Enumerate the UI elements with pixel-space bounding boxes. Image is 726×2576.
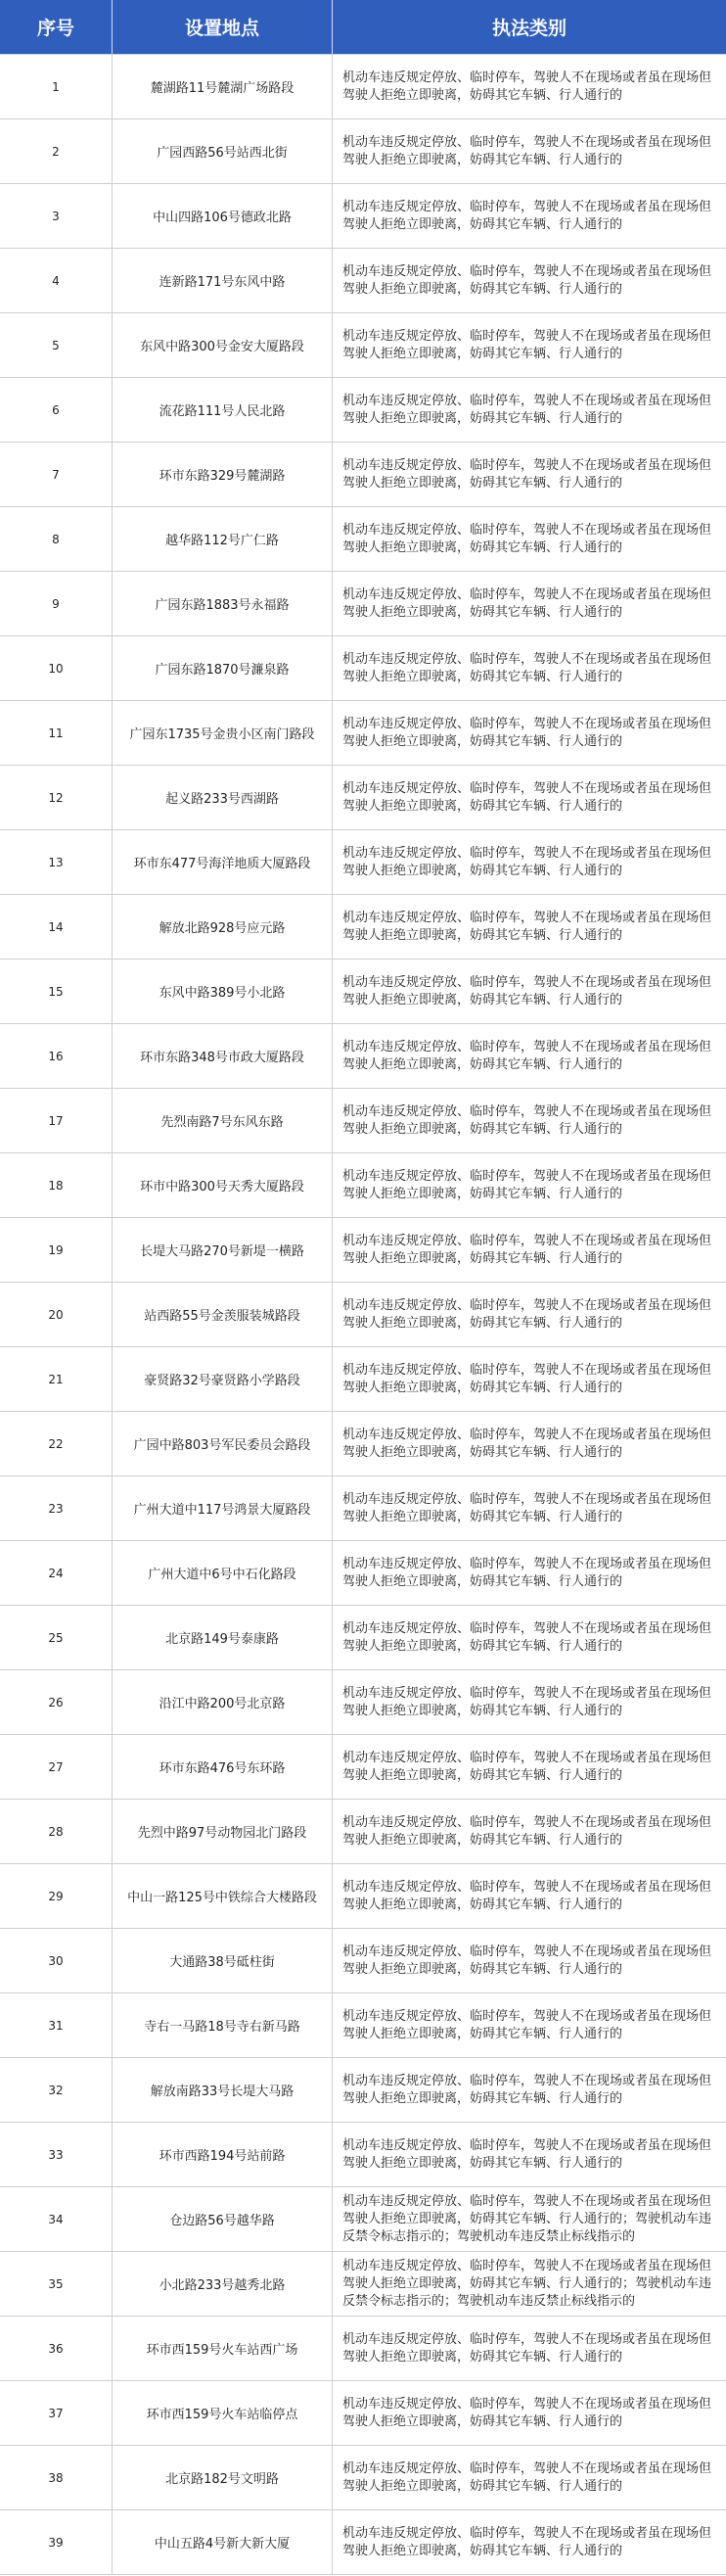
row-location: 越华路112号广仁路: [113, 507, 333, 571]
row-number: 30: [0, 1929, 113, 1992]
table-row: [0, 1476, 726, 1541]
row-enforcement-type-cell: [333, 249, 726, 312]
row-number: 23: [0, 1476, 113, 1540]
row-enforcement-type: 机动车违反规定停放、临时停车，驾驶人不在现场或者虽在现场但驾驶人拒绝立即驶离，妨碍其它车辆、行人通行的: [342, 1556, 712, 1589]
row-enforcement-type: 机动车违反规定停放、临时停车，驾驶人不在现场或者虽在现场但驾驶人拒绝立即驶离，妨碍其它车辆、行人通行的: [342, 586, 712, 620]
row-number: 2: [0, 119, 113, 183]
row-number: 25: [0, 1606, 113, 1669]
row-location: 环市东路348号市政大厦路段: [113, 1024, 333, 1088]
row-number: 35: [0, 2252, 113, 2316]
table-row: [0, 1670, 726, 1735]
row-enforcement-type-cell: [333, 2252, 726, 2316]
table-header: [0, 0, 726, 55]
row-number: 36: [0, 2317, 113, 2380]
row-enforcement-type-cell: [333, 1476, 726, 1540]
row-number: 20: [0, 1283, 113, 1346]
row-enforcement-type-cell: [333, 443, 726, 506]
table-row: [0, 2187, 726, 2252]
table-row: [0, 701, 726, 766]
row-enforcement-type-cell: [333, 2510, 726, 2574]
row-location: 中山四路106号德政北路: [113, 184, 333, 248]
table-row: [0, 378, 726, 443]
row-enforcement-type: 机动车违反规定停放、临时停车，驾驶人不在现场或者虽在现场但驾驶人拒绝立即驶离，妨碍其它车辆、行人通行的: [342, 199, 712, 232]
row-location: 先烈中路97号动物园北门路段: [113, 1800, 333, 1863]
row-enforcement-type-cell: [333, 2123, 726, 2186]
row-enforcement-type: 机动车违反规定停放、临时停车，驾驶人不在现场或者虽在现场但驾驶人拒绝立即驶离，妨碍其它车辆、行人通行的: [342, 910, 712, 943]
row-enforcement-type: 机动车违反规定停放、临时停车，驾驶人不在现场或者虽在现场但驾驶人拒绝立即驶离，妨碍其它车辆、行人通行的: [342, 1685, 712, 1718]
row-enforcement-type-cell: [333, 830, 726, 894]
row-number: 12: [0, 766, 113, 829]
table-row: [0, 184, 726, 249]
row-location: 中山五路4号新大新大厦: [113, 2510, 333, 2574]
row-enforcement-type-cell: [333, 1283, 726, 1346]
row-enforcement-type: 机动车违反规定停放、临时停车，驾驶人不在现场或者虽在现场但驾驶人拒绝立即驶离，妨碍其它车辆、行人通行的: [342, 651, 712, 684]
row-enforcement-type: 机动车违反规定停放、临时停车，驾驶人不在现场或者虽在现场但驾驶人拒绝立即驶离，妨碍其它车辆、行人通行的: [342, 1491, 712, 1524]
row-number: 5: [0, 313, 113, 377]
table-row: [0, 2381, 726, 2446]
row-location: 先烈南路7号东风东路: [113, 1089, 333, 1152]
row-location: 北京路149号泰康路: [113, 1606, 333, 1669]
row-location: 环市东477号海洋地质大厦路段: [113, 830, 333, 894]
row-location: 广园东路1870号濂泉路: [113, 636, 333, 700]
row-enforcement-type-cell: [333, 1024, 726, 1088]
table-row: [0, 2058, 726, 2123]
row-location: 解放北路928号应元路: [113, 895, 333, 959]
row-enforcement-type-cell: [333, 1670, 726, 1734]
row-enforcement-type-cell: [333, 1864, 726, 1928]
table-row: [0, 1089, 726, 1153]
row-location: 环市东路329号麓湖路: [113, 443, 333, 506]
row-enforcement-type-cell: [333, 1089, 726, 1152]
row-enforcement-type-cell: [333, 1735, 726, 1799]
row-enforcement-type: 机动车违反规定停放、临时停车，驾驶人不在现场或者虽在现场但驾驶人拒绝立即驶离，妨碍其它车辆、行人通行的: [342, 263, 712, 297]
row-enforcement-type: 机动车违反规定停放、临时停车，驾驶人不在现场或者虽在现场但驾驶人拒绝立即驶离，妨碍其它车辆、行人通行的: [342, 457, 712, 491]
row-number: 17: [0, 1089, 113, 1152]
row-enforcement-type-cell: [333, 572, 726, 635]
row-location: 连新路171号东风中路: [113, 249, 333, 312]
row-enforcement-type-cell: [333, 1541, 726, 1605]
table-row: [0, 443, 726, 507]
row-enforcement-type: 机动车违反规定停放、临时停车，驾驶人不在现场或者虽在现场但驾驶人拒绝立即驶离，妨碍其它车辆、行人通行的: [342, 1944, 712, 1977]
row-enforcement-type-cell: [333, 119, 726, 183]
row-location: 广园西路56号站西北街: [113, 119, 333, 183]
row-enforcement-type-cell: [333, 1993, 726, 2057]
row-location: 豪贤路32号豪贤路小学路段: [113, 1347, 333, 1411]
table-row: [0, 2317, 726, 2381]
row-number: 33: [0, 2123, 113, 2186]
row-enforcement-type: 机动车违反规定停放、临时停车，驾驶人不在现场或者虽在现场但驾驶人拒绝立即驶离，妨碍其它车辆、行人通行的: [342, 1879, 712, 1912]
table-row: [0, 1153, 726, 1218]
row-enforcement-type: 机动车违反规定停放、临时停车，驾驶人不在现场或者虽在现场但驾驶人拒绝立即驶离，妨碍其它车辆、行人通行的: [342, 70, 712, 103]
row-enforcement-type-cell: [333, 1800, 726, 1863]
row-enforcement-type-cell: [333, 184, 726, 248]
row-number: 1: [0, 55, 113, 118]
table-row: [0, 636, 726, 701]
table-row: [0, 1412, 726, 1476]
table-row: [0, 572, 726, 636]
row-enforcement-type: 机动车违反规定停放、临时停车，驾驶人不在现场或者虽在现场但驾驶人拒绝立即驶离，妨碍其它车辆、行人通行的: [342, 1362, 712, 1395]
row-enforcement-type-cell: [333, 2381, 726, 2445]
table-row: [0, 830, 726, 895]
row-enforcement-type: 机动车违反规定停放、临时停车，驾驶人不在现场或者虽在现场但驾驶人拒绝立即驶离，妨碍其它车辆、行人通行的: [342, 2460, 712, 2494]
row-enforcement-type: 机动车违反规定停放、临时停车，驾驶人不在现场或者虽在现场但驾驶人拒绝立即驶离，妨碍其它车辆、行人通行的: [342, 1620, 712, 1654]
table-row: [0, 1800, 726, 1864]
row-number: 24: [0, 1541, 113, 1605]
table-row: [0, 1541, 726, 1606]
row-enforcement-type: 机动车违反规定停放、临时停车，驾驶人不在现场或者虽在现场但驾驶人拒绝立即驶离，妨碍其它车辆、行人通行的: [342, 134, 712, 167]
row-enforcement-type-cell: [333, 701, 726, 765]
row-location: 东风中路300号金安大厦路段: [113, 313, 333, 377]
row-number: 14: [0, 895, 113, 959]
row-enforcement-type-cell: [333, 313, 726, 377]
table-row: [0, 1347, 726, 1412]
header-number: 序号: [0, 0, 113, 54]
row-enforcement-type: 机动车违反规定停放、临时停车，驾驶人不在现场或者虽在现场但驾驶人拒绝立即驶离，妨碍其它车辆、行人通行的: [342, 716, 712, 749]
row-enforcement-type-cell: [333, 895, 726, 959]
row-number: 39: [0, 2510, 113, 2574]
table-body: [0, 55, 726, 2575]
row-number: 21: [0, 1347, 113, 1411]
row-enforcement-type: 机动车违反规定停放、临时停车，驾驶人不在现场或者虽在现场但驾驶人拒绝立即驶离，妨碍其它车辆、行人通行的: [342, 1297, 712, 1331]
row-location: 环市西路194号站前路: [113, 2123, 333, 2186]
row-enforcement-type: 机动车违反规定停放、临时停车，驾驶人不在现场或者虽在现场但驾驶人拒绝立即驶离，妨碍其它车辆、行人通行的: [342, 1103, 712, 1137]
row-enforcement-type-cell: [333, 960, 726, 1023]
header-enforcement-type: 执法类别: [491, 18, 567, 39]
table-row: [0, 2510, 726, 2575]
row-location: 广州大道中6号中石化路段: [113, 1541, 333, 1605]
table-row: [0, 895, 726, 960]
row-number: 31: [0, 1993, 113, 2057]
row-enforcement-type: 机动车违反规定停放、临时停车，驾驶人不在现场或者虽在现场但驾驶人拒绝立即驶离，妨碍其它车辆、行人通行的: [342, 393, 712, 426]
row-number: 18: [0, 1153, 113, 1217]
row-number: 13: [0, 830, 113, 894]
row-location: 广园东1735号金贵小区南门路段: [113, 701, 333, 765]
row-location: 寺右一马路18号寺右新马路: [113, 1993, 333, 2057]
table-row: [0, 2123, 726, 2187]
row-number: 27: [0, 1735, 113, 1799]
table-row: [0, 1864, 726, 1929]
row-location: 大通路38号砥柱街: [113, 1929, 333, 1992]
table-row: [0, 1735, 726, 1800]
table-row: [0, 119, 726, 184]
row-number: 19: [0, 1218, 113, 1282]
row-location: 环市西159号火车站临停点: [113, 2381, 333, 2445]
row-number: 32: [0, 2058, 113, 2122]
row-enforcement-type-cell: [333, 2446, 726, 2509]
row-enforcement-type-cell: [333, 2187, 726, 2251]
row-number: 29: [0, 1864, 113, 1928]
row-location: 广园东路1883号永福路: [113, 572, 333, 635]
row-enforcement-type: 机动车违反规定停放、临时停车，驾驶人不在现场或者虽在现场但驾驶人拒绝立即驶离，妨碍其它车辆、行人通行的: [342, 1233, 712, 1266]
row-number: 7: [0, 443, 113, 506]
table-row: [0, 1993, 726, 2058]
row-enforcement-type: 机动车违反规定停放、临时停车，驾驶人不在现场或者虽在现场但驾驶人拒绝立即驶离，妨碍其它车辆、行人通行的；驾驶机动车违反禁令标志指示的；驾驶机动车违反禁止标线指示的: [342, 2193, 712, 2244]
row-number: 3: [0, 184, 113, 248]
row-location: 环市东路476号东环路: [113, 1735, 333, 1799]
row-location: 流花路111号人民北路: [113, 378, 333, 442]
row-enforcement-type-cell: [333, 766, 726, 829]
header-location: 设置地点: [113, 0, 333, 54]
row-enforcement-type-cell: [333, 55, 726, 118]
row-enforcement-type: 机动车违反规定停放、临时停车，驾驶人不在现场或者虽在现场但驾驶人拒绝立即驶离，妨碍其它车辆、行人通行的: [342, 845, 712, 878]
row-number: 6: [0, 378, 113, 442]
row-number: 4: [0, 249, 113, 312]
row-number: 34: [0, 2187, 113, 2251]
row-number: 9: [0, 572, 113, 635]
row-enforcement-type-cell: [333, 507, 726, 571]
table-row: [0, 1606, 726, 1670]
row-enforcement-type: 机动车违反规定停放、临时停车，驾驶人不在现场或者虽在现场但驾驶人拒绝立即驶离，妨碍其它车辆、行人通行的: [342, 2137, 712, 2171]
row-location: 小北路233号越秀北路: [113, 2252, 333, 2316]
row-enforcement-type: 机动车违反规定停放、临时停车，驾驶人不在现场或者虽在现场但驾驶人拒绝立即驶离，妨碍其它车辆、行人通行的: [342, 2525, 712, 2558]
table-row: [0, 766, 726, 830]
row-enforcement-type: 机动车违反规定停放、临时停车，驾驶人不在现场或者虽在现场但驾驶人拒绝立即驶离，妨碍其它车辆、行人通行的: [342, 328, 712, 361]
row-number: 11: [0, 701, 113, 765]
row-location: 广园中路803号军民委员会路段: [113, 1412, 333, 1475]
table-row: [0, 55, 726, 119]
row-enforcement-type-cell: [333, 1218, 726, 1282]
row-enforcement-type-cell: [333, 636, 726, 700]
row-enforcement-type: 机动车违反规定停放、临时停车，驾驶人不在现场或者虽在现场但驾驶人拒绝立即驶离，妨碍其它车辆、行人通行的: [342, 1814, 712, 1848]
row-enforcement-type: 机动车违反规定停放、临时停车，驾驶人不在现场或者虽在现场但驾驶人拒绝立即驶离，妨碍其它车辆、行人通行的: [342, 1750, 712, 1783]
row-number: 15: [0, 960, 113, 1023]
row-number: 22: [0, 1412, 113, 1475]
row-enforcement-type: 机动车违反规定停放、临时停车，驾驶人不在现场或者虽在现场但驾驶人拒绝立即驶离，妨碍其它车辆、行人通行的: [342, 522, 712, 555]
row-enforcement-type: 机动车违反规定停放、临时停车，驾驶人不在现场或者虽在现场但驾驶人拒绝立即驶离，妨碍其它车辆、行人通行的: [342, 2396, 712, 2429]
row-enforcement-type-cell: [333, 2317, 726, 2380]
row-location: 北京路182号文明路: [113, 2446, 333, 2509]
row-number: 16: [0, 1024, 113, 1088]
table-row: [0, 507, 726, 572]
table-row: [0, 249, 726, 313]
row-enforcement-type: 机动车违反规定停放、临时停车，驾驶人不在现场或者虽在现场但驾驶人拒绝立即驶离，妨碍其它车辆、行人通行的: [342, 2331, 712, 2365]
row-location: 起义路233号西湖路: [113, 766, 333, 829]
row-enforcement-type-cell: [333, 1153, 726, 1217]
row-location: 广州大道中117号鸿景大厦路段: [113, 1476, 333, 1540]
table-row: [0, 1283, 726, 1347]
row-location: 仓边路56号越华路: [113, 2187, 333, 2251]
row-number: 37: [0, 2381, 113, 2445]
row-location: 沿江中路200号北京路: [113, 1670, 333, 1734]
row-enforcement-type: 机动车违反规定停放、临时停车，驾驶人不在现场或者虽在现场但驾驶人拒绝立即驶离，妨碍其它车辆、行人通行的: [342, 780, 712, 814]
row-location: 东风中路389号小北路: [113, 960, 333, 1023]
row-enforcement-type-cell: [333, 1347, 726, 1411]
row-location: 长堤大马路270号新堤一横路: [113, 1218, 333, 1282]
row-number: 8: [0, 507, 113, 571]
row-enforcement-type: 机动车违反规定停放、临时停车，驾驶人不在现场或者虽在现场但驾驶人拒绝立即驶离，妨碍其它车辆、行人通行的: [342, 974, 712, 1007]
row-enforcement-type-cell: [333, 1412, 726, 1475]
table-row: [0, 1218, 726, 1283]
row-location: 中山一路125号中铁综合大楼路段: [113, 1864, 333, 1928]
row-location: 环市西159号火车站西广场: [113, 2317, 333, 2380]
table-row: [0, 2446, 726, 2510]
table-row: [0, 960, 726, 1024]
row-location: 站西路55号金羡服装城路段: [113, 1283, 333, 1346]
row-enforcement-type: 机动车违反规定停放、临时停车，驾驶人不在现场或者虽在现场但驾驶人拒绝立即驶离，妨碍其它车辆、行人通行的: [342, 2008, 712, 2041]
row-number: 10: [0, 636, 113, 700]
table-row: [0, 1024, 726, 1089]
row-enforcement-type-cell: [333, 1929, 726, 1992]
table-row: [0, 313, 726, 378]
row-enforcement-type-cell: [333, 378, 726, 442]
row-number: 38: [0, 2446, 113, 2509]
table-row: [0, 1929, 726, 1993]
row-enforcement-type: 机动车违反规定停放、临时停车，驾驶人不在现场或者虽在现场但驾驶人拒绝立即驶离，妨碍其它车辆、行人通行的: [342, 1168, 712, 1201]
row-enforcement-type: 机动车违反规定停放、临时停车，驾驶人不在现场或者虽在现场但驾驶人拒绝立即驶离，妨碍其它车辆、行人通行的: [342, 2073, 712, 2106]
row-enforcement-type-cell: [333, 1606, 726, 1669]
row-enforcement-type-cell: [333, 2058, 726, 2122]
row-enforcement-type: 机动车违反规定停放、临时停车，驾驶人不在现场或者虽在现场但驾驶人拒绝立即驶离，妨碍其它车辆、行人通行的: [342, 1427, 712, 1460]
row-location: 解放南路33号长堤大马路: [113, 2058, 333, 2122]
row-enforcement-type: 机动车违反规定停放、临时停车，驾驶人不在现场或者虽在现场但驾驶人拒绝立即驶离，妨碍其它车辆、行人通行的: [342, 1039, 712, 1072]
row-number: 26: [0, 1670, 113, 1734]
row-number: 28: [0, 1800, 113, 1863]
row-location: 麓湖路11号麓湖广场路段: [113, 55, 333, 118]
row-enforcement-type: 机动车违反规定停放、临时停车，驾驶人不在现场或者虽在现场但驾驶人拒绝立即驶离，妨碍其它车辆、行人通行的；驾驶机动车违反禁令标志指示的；驾驶机动车违反禁止标线指示的: [342, 2258, 712, 2309]
row-location: 环市中路300号天秀大厦路段: [113, 1153, 333, 1217]
table-row: [0, 2252, 726, 2317]
